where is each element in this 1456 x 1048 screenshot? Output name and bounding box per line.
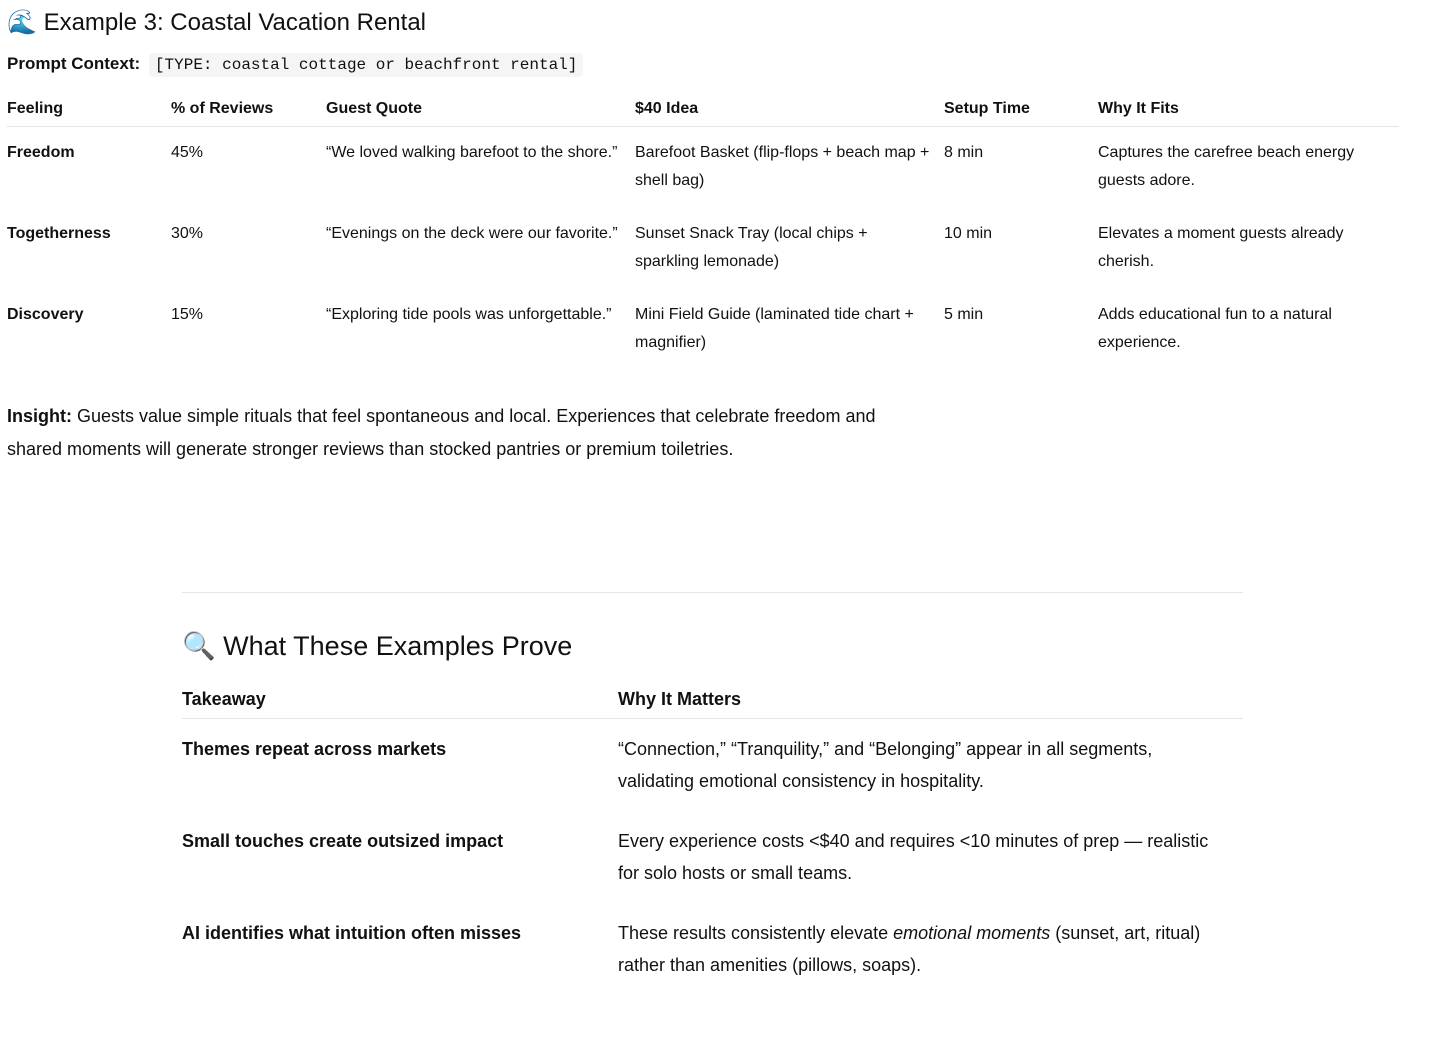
- cell-why: Elevates a moment guests already cherish.: [1098, 225, 1344, 270]
- cell-setup: 8 min: [944, 144, 984, 161]
- header-why-matters: Why It Matters: [618, 680, 1243, 719]
- cell-setup: 10 min: [944, 225, 993, 242]
- insight-paragraph: [7, 400, 877, 466]
- example-heading: [7, 8, 426, 37]
- header-idea: $40 Idea: [635, 92, 944, 127]
- cell-idea: Barefoot Basket (flip-flops + beach map + shell bag): [635, 144, 930, 189]
- header-setup: Setup Time: [944, 92, 1098, 127]
- divider: [182, 592, 1243, 593]
- table-row: [182, 811, 1243, 903]
- insight-label: Insight:: [7, 406, 72, 426]
- table-row: [182, 903, 1243, 995]
- header-quote: Guest Quote: [326, 92, 635, 127]
- cell-takeaway: AI identifies what intuition often misses: [182, 923, 522, 943]
- cell-feeling: Togetherness: [7, 225, 111, 242]
- cell-quote: “Exploring tide pools was unforgettable.”: [326, 306, 612, 323]
- example-title: Example 3: Coastal Vacation Rental: [43, 9, 426, 36]
- table-row: [7, 208, 1399, 289]
- cell-quote: “We loved walking barefoot to the shore.”: [326, 144, 618, 161]
- cell-percent: 30%: [171, 225, 204, 242]
- header-takeaway: Takeaway: [182, 680, 618, 719]
- text-pre: These results consistently elevate: [618, 923, 894, 943]
- insight-text: Guests value simple rituals that feel spontaneous and local. Experiences that celebrate freedom and shared moments will generate stronger reviews than stocked pantries or premium toiletries.: [7, 406, 876, 459]
- cell-why-matters: Every experience costs <$40 and requires <10 minutes of prep — realistic for solo hosts or small teams.: [618, 831, 1209, 883]
- header-percent: % of Reviews: [171, 92, 326, 127]
- cell-quote: “Evenings on the deck were our favorite.”: [326, 225, 618, 242]
- emphasis-text: emotional moments: [893, 923, 1051, 943]
- cell-idea: Sunset Snack Tray (local chips + sparkling lemonade): [635, 225, 868, 270]
- cell-idea: Mini Field Guide (laminated tide chart + magnifier): [635, 306, 914, 351]
- prompt-context: [7, 54, 583, 74]
- cell-feeling: Discovery: [7, 306, 84, 323]
- section-heading: [182, 630, 572, 662]
- wave-icon: 🌊: [7, 9, 37, 36]
- text-post: (sunset, art, ritual) rather than amenities (pillows, soaps).: [618, 923, 1201, 975]
- cell-percent: 15%: [171, 306, 204, 323]
- takeaway-table: [182, 680, 1243, 995]
- coastal-table: [7, 92, 1399, 370]
- cell-why: Captures the carefree beach energy guests adore.: [1098, 144, 1355, 189]
- cell-why-matters: [618, 903, 1243, 995]
- cell-percent: 45%: [171, 144, 204, 161]
- cell-why: Adds educational fun to a natural experience.: [1098, 306, 1332, 351]
- cell-takeaway: Small touches create outsized impact: [182, 831, 504, 851]
- table-header-row: [182, 680, 1243, 719]
- cell-why-matters: “Connection,” “Tranquility,” and “Belonging” appear in all segments, validating emotional consistency in hospitality.: [618, 739, 1153, 791]
- table-row: [182, 719, 1243, 812]
- cell-takeaway: Themes repeat across markets: [182, 739, 447, 759]
- table-row: [7, 289, 1399, 370]
- magnifier-icon: 🔍: [182, 631, 216, 661]
- section-title: What These Examples Prove: [223, 631, 573, 661]
- context-label: Prompt Context:: [7, 54, 141, 73]
- context-code: [TYPE: coastal cottage or beachfront rental]: [149, 53, 583, 77]
- table-row: [7, 127, 1399, 209]
- cell-feeling: Freedom: [7, 144, 75, 161]
- table-header-row: [7, 92, 1399, 127]
- header-feeling: Feeling: [7, 92, 171, 127]
- cell-setup: 5 min: [944, 306, 984, 323]
- header-why: Why It Fits: [1098, 92, 1399, 127]
